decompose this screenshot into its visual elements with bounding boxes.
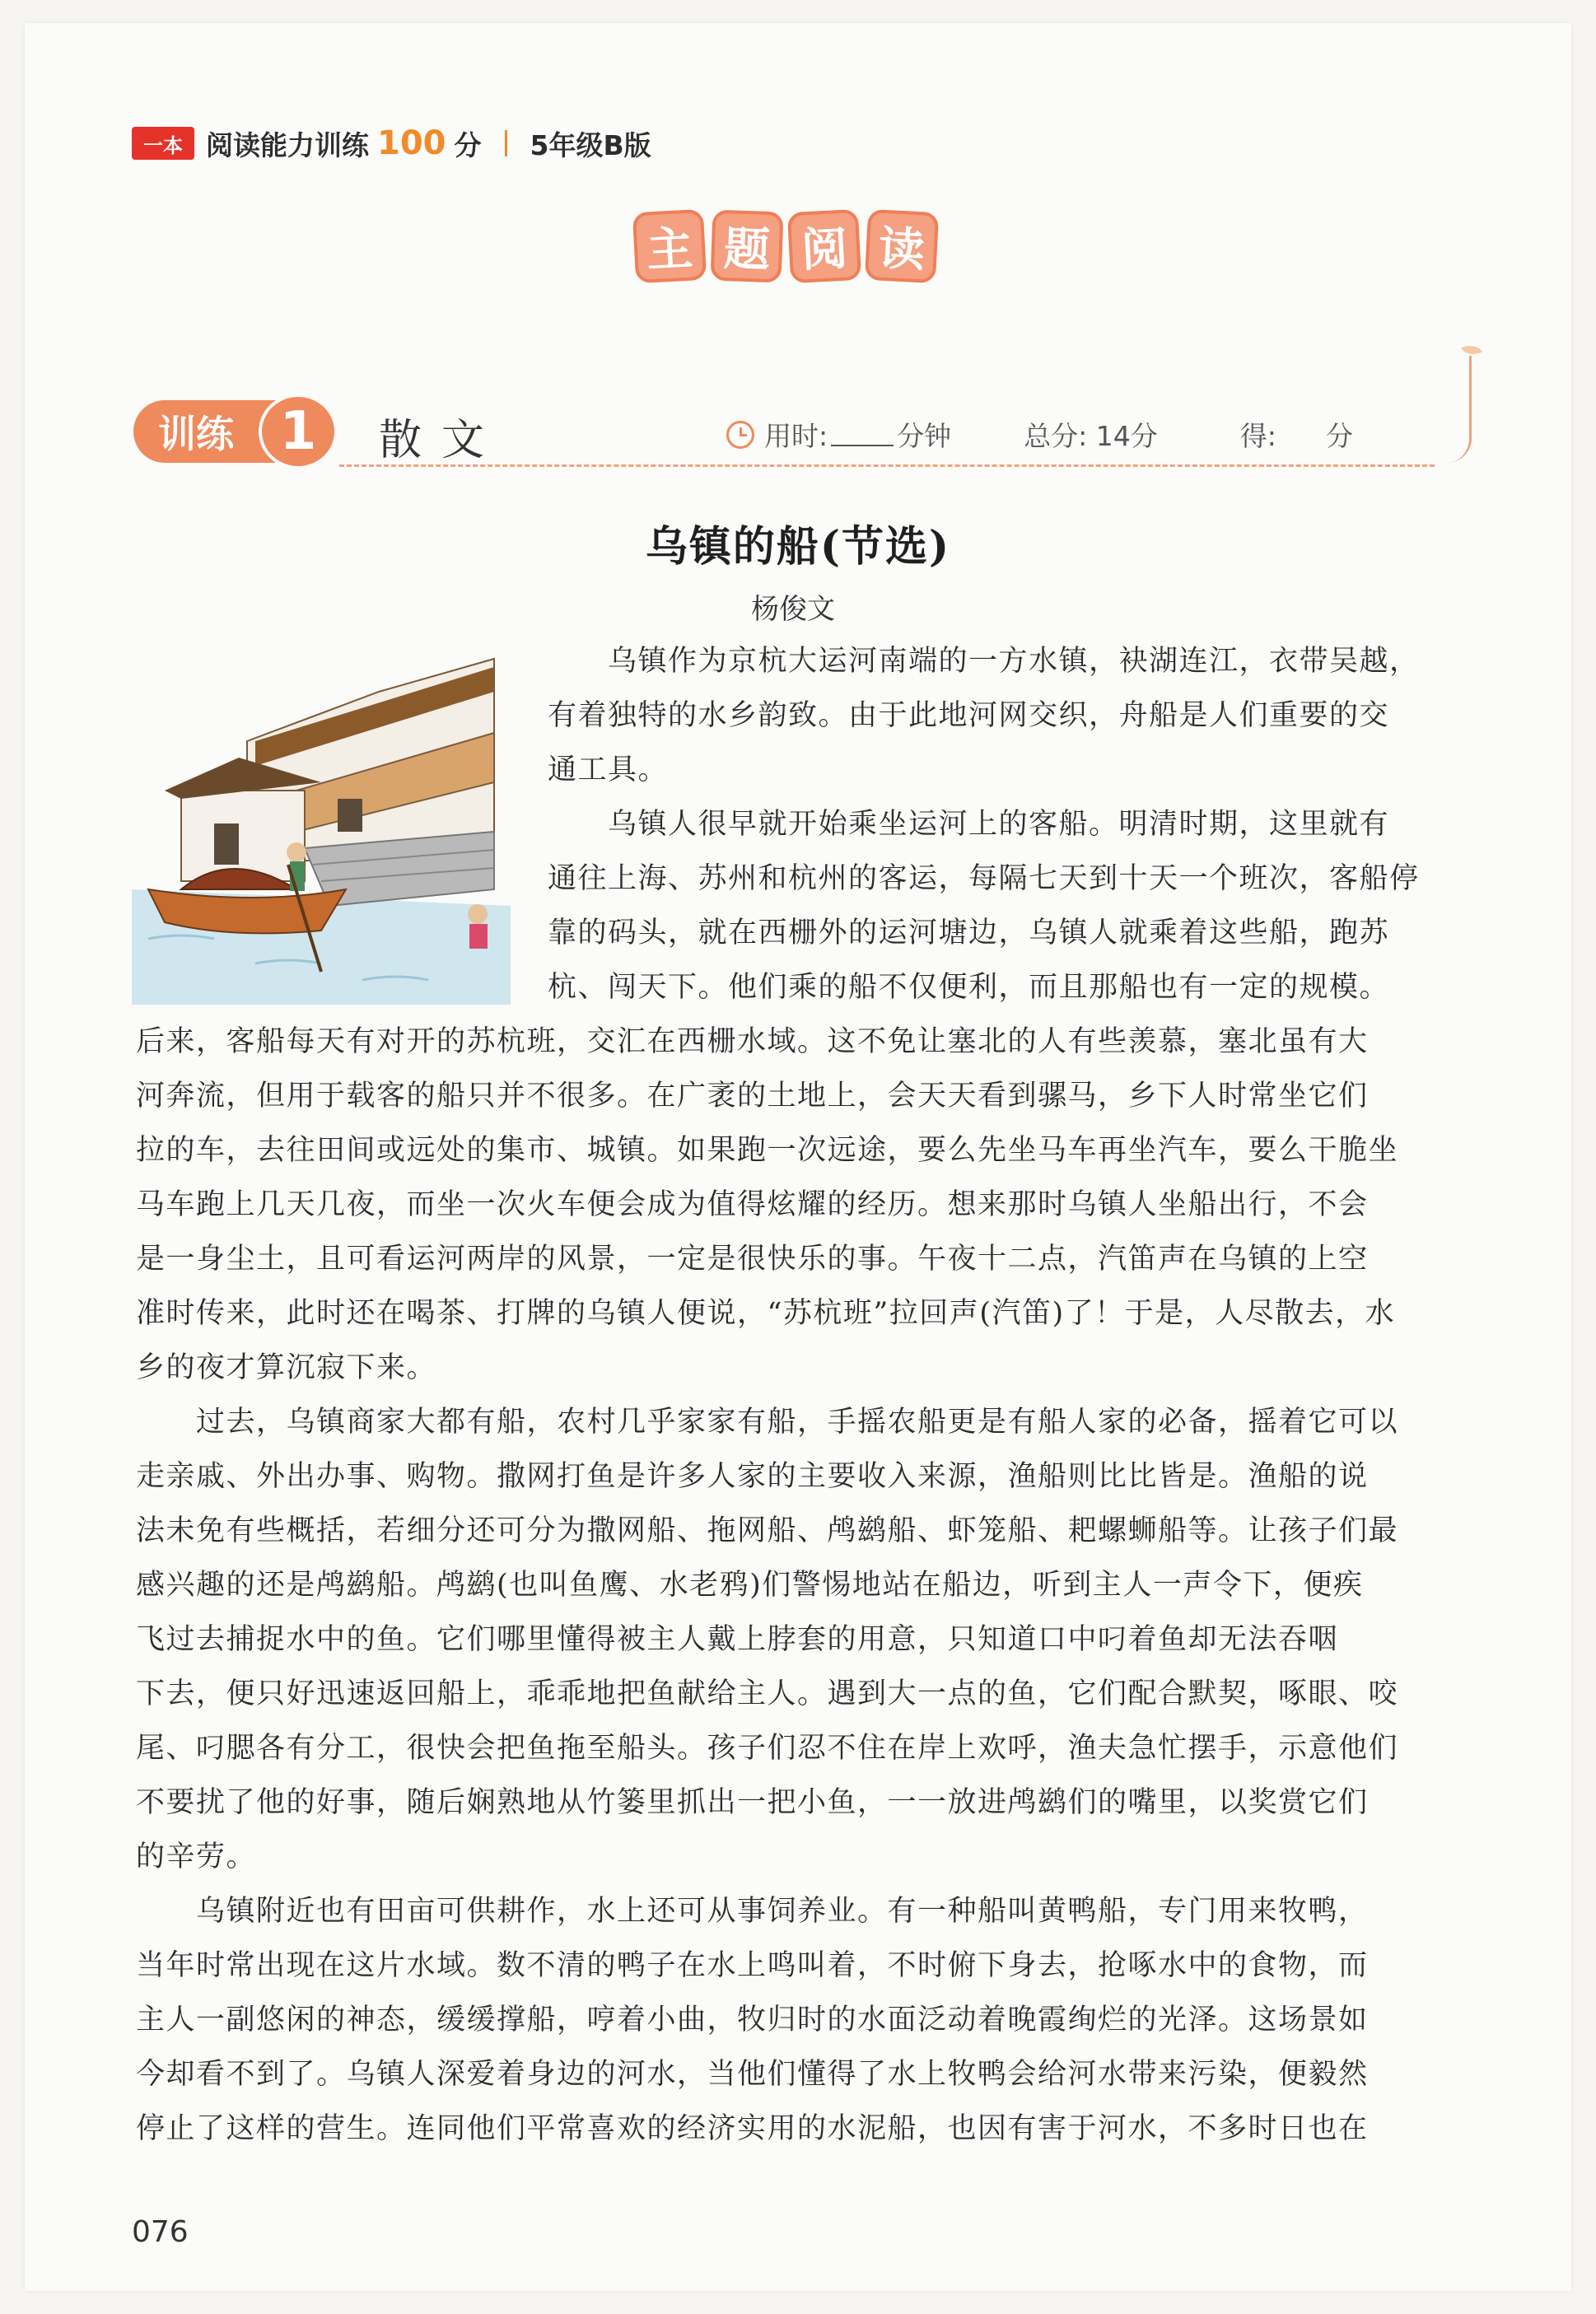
- text-line: 当年时常出现在这片水域。数不清的鸭子在水上鸣叫着，不时俯下身去，抢啄水中的食物，而: [136, 1949, 1369, 1982]
- text-line: 今却看不到了。乌镇人深爱着身边的河水，当他们懂得了水上牧鸭会给河水带来污染，便毅然: [136, 2058, 1369, 2091]
- training-bar: [133, 394, 1459, 469]
- time-blank[interactable]: [831, 423, 894, 446]
- training-label: 训练: [133, 400, 298, 463]
- book-score: 100: [377, 124, 446, 162]
- book-title: 阅读能力训练: [206, 128, 369, 161]
- page-number: 076: [132, 2215, 189, 2249]
- text-line: 尾、叼腮各有分工，很快会把鱼拖至船头。孩子们忍不住在岸上欢呼，渔夫急忙摆手，示意他们: [136, 1732, 1399, 1765]
- time-unit: 分钟: [897, 420, 952, 452]
- paragraph-body: [136, 1015, 1462, 2156]
- text-line: 是一身尘土，且可看运河两岸的风景，一定是很快乐的事。午夜十二点，汽笛声在乌镇的上空: [136, 1243, 1369, 1276]
- text-line: 准时传来，此时还在喝茶、打牌的乌镇人便说，“苏杭班”拉回声(汽笛)了！于是，人尽散去，水: [136, 1297, 1396, 1330]
- text-line: 不要扰了他的好事，随后娴熟地从竹篓里抓出一把小鱼，一一放进鸬鹚们的嘴里，以奖赏它们: [136, 1786, 1369, 1819]
- theme-char: 题: [711, 210, 784, 283]
- total-score: 总分: 14分: [1024, 420, 1158, 452]
- score-label: 得:: [1239, 420, 1276, 452]
- score-unit: 分: [1325, 420, 1353, 452]
- theme-char: 读: [865, 209, 939, 283]
- header-divider: [505, 130, 507, 156]
- text-line: 河奔流，但用于载客的船只并不很多。在广袤的土地上，会天天看到骡马，乡下人时常坐它们: [136, 1080, 1369, 1113]
- score-info: [726, 415, 1353, 454]
- text-line: 走亲戚、外出办事、购物。撒网打鱼是许多人家的主要收入来源，渔船则比比皆是。渔船的说: [136, 1460, 1369, 1493]
- text-line: 乌镇人很早就开始乘坐运河上的客船。明清时期，这里就有: [548, 808, 1390, 841]
- text-line: 感兴趣的还是鸬鹚船。鸬鹚(也叫鱼鹰、水老鸦)们警惕地站在船边，听到主人一声令下，便疾: [136, 1569, 1364, 1602]
- text-line: 后来，客船每天有对开的苏杭班，交汇在西栅水域。这不免让塞北的人有些羡慕，塞北虽有大: [136, 1025, 1369, 1058]
- book-score-unit: 分: [454, 128, 482, 161]
- text-line: 乡的夜才算沉寂下来。: [136, 1351, 437, 1384]
- water-town-illustration: [132, 642, 511, 1005]
- text-line: 靠的码头，就在西栅外的运河塘边，乌镇人就乘着这些船，跑苏: [548, 917, 1390, 949]
- text-line: 通工具。: [548, 753, 669, 786]
- text-line: 通往上海、苏州和杭州的客运，每隔七天到十天一个班次，客船停: [548, 862, 1420, 895]
- text-line: 有着独特的水乡韵致。由于此地河网交织，舟船是人们重要的交: [548, 699, 1390, 732]
- genre-label: 散文: [379, 416, 505, 465]
- text-line: 乌镇作为京杭大运河南端的一方水镇，袂湖连江，衣带吴越，: [548, 645, 1420, 678]
- theme-banner: [634, 211, 937, 282]
- article-title: 乌镇的船(节选): [645, 522, 951, 572]
- text-line: 乌镇附近也有田亩可供耕作，水上还可从事饲养业。有一种船叫黄鸭船，专门用来牧鸭，: [136, 1895, 1369, 1928]
- text-line: 飞过去捕捉水中的鱼。它们哪里懂得被主人戴上脖套的用意，只知道口中叼着鱼却无法吞咽: [136, 1623, 1339, 1656]
- text-line: 的辛劳。: [136, 1840, 257, 1873]
- text-line: 拉的车，去往田间或远处的集市、城镇。如果跑一次远途，要么先坐马车再坐汽车，要么干脆坐: [136, 1134, 1399, 1167]
- training-number: 1: [259, 394, 338, 469]
- text-line: 下去，便只好迅速返回船上，乖乖地把鱼献给主人。遇到大一点的鱼，它们配合默契，啄眼、咬: [136, 1677, 1399, 1710]
- text-line: 停止了这样的营生。连同他们平常喜欢的经济实用的水泥船，也因有害于河水，不多时日也在: [136, 2112, 1369, 2145]
- article-author: 杨俊文: [751, 593, 835, 626]
- publisher-logo: 一本: [132, 127, 194, 160]
- text-line: 马车跑上几天几夜，而坐一次火车便会成为值得炫耀的经历。想来那时乌镇人坐船出行，不会: [136, 1188, 1369, 1221]
- paragraph-intro: [548, 634, 1462, 1015]
- decorative-corner: [1436, 356, 1472, 463]
- theme-char: 主: [632, 209, 707, 283]
- dashed-divider: [339, 464, 1435, 467]
- book-header: [132, 122, 651, 165]
- text-line: 过去，乌镇商家大都有船，农村几乎家家有船，手摇农船更是有船人家的必备，摇着它可以: [136, 1406, 1399, 1439]
- text-line: 杭、闯天下。他们乘的船不仅便利，而且那船也有一定的规模。: [548, 971, 1390, 1004]
- text-line: 主人一副悠闲的神态，缓缓撑船，哼着小曲，牧归时的水面泛动着晚霞绚烂的光泽。这场景如: [136, 2004, 1369, 2036]
- time-label: 用时:: [764, 420, 828, 452]
- grade-label: 5年级B版: [530, 128, 651, 161]
- theme-char: 阅: [787, 209, 861, 283]
- clock-icon: [726, 421, 754, 449]
- text-line: 法未免有些概括，若细分还可分为撒网船、拖网船、鸬鹚船、虾笼船、耙螺蛳船等。让孩子们最: [136, 1514, 1399, 1547]
